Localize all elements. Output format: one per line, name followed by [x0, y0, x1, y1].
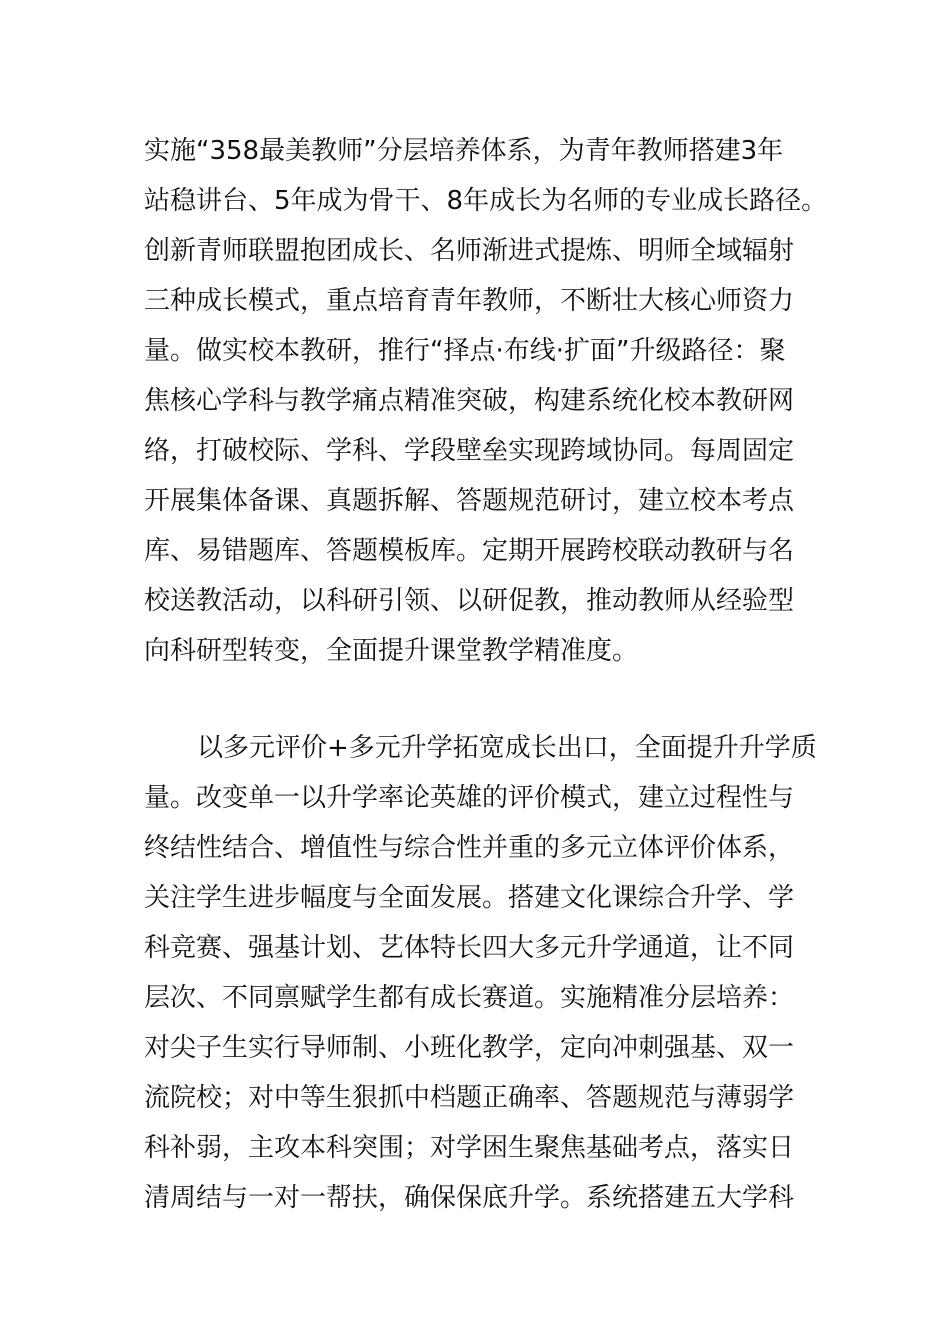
- paragraph-line: 校送教活动，以科研引领、以研促教，推动教师从经验型: [144, 586, 795, 616]
- paragraph-line: 焦核心学科与教学痛点精准突破，构建系统化校本教研网: [144, 386, 795, 416]
- paragraph-line: 流院校；对中等生狠抓中档题正确率、答题规范与薄弱学: [144, 1083, 795, 1113]
- paragraph-line: 科竞赛、强基计划、艺体特长四大多元升学通道，让不同: [144, 933, 795, 963]
- paragraph-line: 开展集体备课、真题拆解、答题规范研讨，建立校本考点: [144, 486, 795, 516]
- paragraph-line: 三种成长模式，重点培育青年教师，不断壮大核心师资力: [144, 286, 795, 316]
- paragraph-line: 量。改变单一以升学率论英雄的评价模式，建立过程性与: [144, 783, 795, 813]
- paragraph-line: 量。做实校本教研，推行“择点·布线·扩面”升级路径：聚: [144, 336, 786, 366]
- paragraph-line: 以多元评价+多元升学拓宽成长出口，全面提升升学质: [197, 733, 817, 763]
- paragraph-line: 实施“358最美教师”分层培养体系，为青年教师搭建3年: [144, 136, 784, 166]
- paragraph-line: 科补弱，主攻本科突围；对学困生聚焦基础考点，落实日: [144, 1133, 795, 1163]
- paragraph-line: 创新青师联盟抱团成长、名师渐进式提炼、明师全域辐射: [144, 236, 795, 266]
- paragraph-line: 关注学生进步幅度与全面发展。搭建文化课综合升学、学: [144, 883, 795, 913]
- paragraph-line: 库、易错题库、答题模板库。定期开展跨校联动教研与名: [144, 536, 795, 566]
- paragraph-line: 对尖子生实行导师制、小班化教学，定向冲刺强基、双一: [144, 1033, 795, 1063]
- paragraph-evaluation-admission: [144, 723, 824, 1223]
- paragraph-line: 终结性结合、增值性与综合性并重的多元立体评价体系，: [144, 833, 795, 863]
- paragraph-line: 向科研型转变，全面提升课堂教学精准度。: [144, 636, 639, 666]
- paragraph-teacher-training: [144, 126, 828, 676]
- paragraph-line: 清周结与一对一帮扶，确保保底升学。系统搭建五大学科: [144, 1183, 795, 1213]
- paragraph-line: 络，打破校际、学科、学段壁垒实现跨域协同。每周固定: [144, 436, 795, 466]
- paragraph-line: 层次、不同禀赋学生都有成长赛道。实施精准分层培养：: [144, 983, 795, 1013]
- paragraph-line: 站稳讲台、5年成为骨干、8年成长为名师的专业成长路径。: [144, 186, 828, 216]
